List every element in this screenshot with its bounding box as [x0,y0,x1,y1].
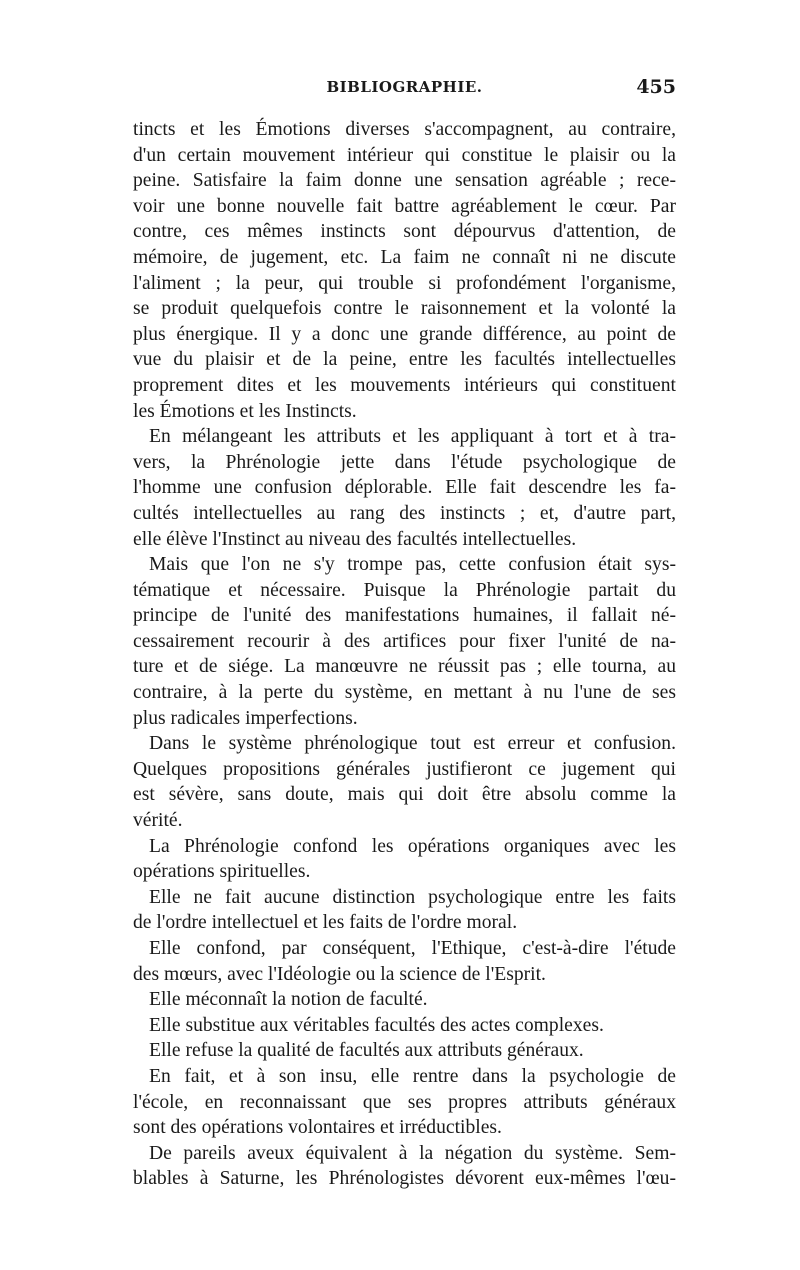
text-line: tincts et les Émotions diverses s'accompagnent, au contraire, [133,119,676,140]
text-line: vers, la Phrénologie jette dans l'étude psychologique de [133,451,676,473]
text-line: les Émotions et les Instincts. [133,400,357,422]
text-line: En mélangeant les attributs et les appliquant à tort et à tra- [149,426,676,448]
text-line: Elle méconnaît la notion de faculté. [149,989,428,1011]
text-line: est sévère, sans doute, mais qui doit être absolu comme la [133,784,676,806]
text-line: d'un certain mouvement intérieur qui constitue le plaisir ou la [133,144,676,166]
running-head-title: BIBLIOGRAPHIE. [326,78,483,96]
text-line: sont des opérations volontaires et irréductibles. [133,1117,502,1139]
text-line: proprement dites et les mouvements intérieurs qui constituent [133,374,676,396]
text-line: plus radicales imperfections. [133,707,358,729]
text-line: mémoire, de jugement, etc. La faim ne connaît ni ne discute [133,246,676,268]
text-line: De pareils aveux équivalent à la négation du système. Sem- [149,1142,676,1164]
text-line: blables à Saturne, les Phrénologistes dévorent eux-mêmes l'œu- [133,1168,676,1190]
text-line: En fait, et à son insu, elle rentre dans la psychologie de [149,1065,676,1087]
text-line: vérité. [133,810,183,832]
text-line: contre, ces mêmes instincts sont dépourvus d'attention, de [133,221,676,243]
text-line: principe de l'unité des manifestations humaines, il fallait né- [133,605,676,627]
text-line: l'école, en reconnaissant que ses propres attributs généraux [133,1091,676,1113]
text-line: l'aliment ; la peur, qui trouble si profondément l'organisme, [133,272,676,294]
page-number: 455 [636,76,676,98]
text-line: Dans le système phrénologique tout est erreur et confusion. [149,733,676,755]
text-line: cessairement recourir à des artifices pour fixer l'unité de na- [133,630,676,652]
running-head [133,78,676,106]
text-line: elle élève l'Instinct au niveau des facultés intellectuelles. [133,528,577,550]
body-text [133,117,676,1192]
text-line: Quelques propositions générales justifieront ce jugement qui [133,758,676,780]
text-line: Mais que l'on ne s'y trompe pas, cette confusion était sys- [149,554,676,576]
text-line: plus énergique. Il y a donc une grande différence, au point de [133,323,676,345]
text-line: opérations spirituelles. [133,861,311,883]
text-line: tématique et nécessaire. Puisque la Phrénologie partait du [133,579,676,601]
text-line: vue du plaisir et de la peine, entre les facultés intellectuelles [133,349,676,371]
text-line: peine. Satisfaire la faim donne une sensation agréable ; rece- [133,170,676,192]
text-line: La Phrénologie confond les opérations organiques avec les [149,835,676,857]
text-line: des mœurs, avec l'Idéologie ou la science de l'Esprit. [133,963,546,985]
text-line: de l'ordre intellectuel et les faits de l'ordre moral. [133,912,518,934]
text-line: Elle ne fait aucune distinction psychologique entre les faits [149,886,676,908]
text-line: l'homme une confusion déplorable. Elle fait descendre les fa- [133,477,676,499]
text-line: contraire, à la perte du système, en mettant à nu l'une de ses [133,682,676,704]
text-line: ture et de siége. La manœuvre ne réussit pas ; elle tourna, au [133,656,676,678]
text-line: cultés intellectuelles au rang des instincts ; et, d'autre part, [133,502,676,524]
text-line: Elle substitue aux véritables facultés des actes complexes. [149,1014,604,1036]
text-line: voir une bonne nouvelle fait battre agréablement le cœur. Par [133,195,676,217]
text-line: Elle confond, par conséquent, l'Ethique, c'est-à-dire l'étude [149,938,676,959]
text-line: se produit quelquefois contre le raisonnement et la volonté la [133,298,676,320]
text-line: Elle refuse la qualité de facultés aux attributs généraux. [149,1040,584,1062]
